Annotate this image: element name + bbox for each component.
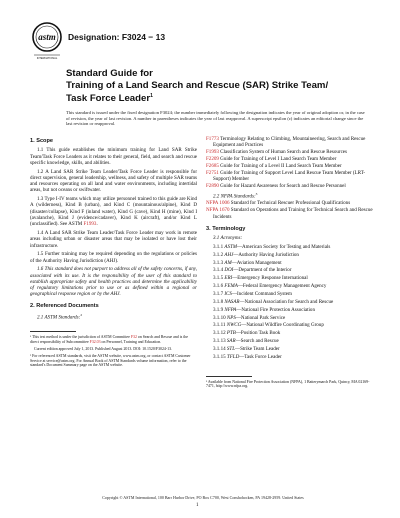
acronym-abbr: TFLD xyxy=(226,353,240,360)
nfpa-ref-title: Standard on Operations and Training for Technical Search and Rescue Incidents xyxy=(213,207,373,220)
acronym-number: 3.1.7 xyxy=(213,290,225,297)
para-1-5: 1.5 Further training may be required depending on the regulations or policies of the Authority Having Jurisdiction (AHJ). xyxy=(30,251,197,264)
para-2-2: 2.2 NFPA Standards:$^3$ xyxy=(213,191,258,200)
acronym-abbr: DOI xyxy=(224,267,234,274)
para-1-1: 1.1 This guide establishes the minimum training for Land SAR Strike Team/Task Force Leaders as it relates to their general, field, and search and rescue specific knowledge, skills, and abilities. xyxy=(30,147,197,166)
acronym-number: 3.1.6 xyxy=(213,283,225,290)
acronym-definition: —National Association for Search and Rescue xyxy=(239,298,334,305)
ref-link-f1993[interactable]: F1993 xyxy=(83,221,97,228)
astm-ref-code-link[interactable]: F2890 xyxy=(206,182,219,189)
designation-note: This standard is issued under the fixed designation F3024; the number immediately following the designation indicates the year of original adoption or, in the case of revision, the year of last revision. A number in parentheses indicates the year of last reapproval. A superscript epsilon (ε) indicates an editorial change since the last revision or reapproval. xyxy=(66,110,365,127)
astm-ref-code-link[interactable]: F1773 xyxy=(206,136,219,142)
acronym-number: 3.1.13 xyxy=(213,338,227,345)
nfpa-ref-code-link[interactable]: NFPA 1006 xyxy=(206,200,230,207)
acronym-item xyxy=(206,291,374,297)
para-3-1: 3.1 Acronyms: xyxy=(213,235,243,242)
acronym-abbr: AM xyxy=(224,259,232,266)
acronym-abbr: STL xyxy=(226,345,236,352)
astm-ref-title: Guide for Hazard Awareness for Search and Rescue Personnel xyxy=(218,182,346,189)
svg-text:astm: astm xyxy=(38,32,56,42)
astm-ref-title: Classification System of Human Search and Rescue Resources xyxy=(218,149,348,156)
acronym-definition: —Authority Having Jurisdiction xyxy=(233,251,299,258)
acronym-definition: —American Society for Testing and Materials xyxy=(236,243,331,250)
ref-link-f32[interactable]: F32 xyxy=(130,335,137,340)
terminology-heading: 3. Terminology xyxy=(206,225,246,232)
acronym-abbr: NPS xyxy=(226,314,236,321)
acronym-abbr: ICS xyxy=(224,290,232,297)
acronym-definition: —Strike Team Leader xyxy=(235,345,280,352)
astm-ref-item xyxy=(206,156,374,162)
acronym-number: 3.1.4 xyxy=(213,267,225,274)
right-column xyxy=(206,136,374,391)
astm-ref-code-link[interactable]: F2209 xyxy=(206,155,219,162)
acronym-item xyxy=(206,354,374,360)
acronym-item xyxy=(206,283,374,289)
designation: Designation: F3024 − 13 xyxy=(68,32,166,42)
astm-ref-item xyxy=(206,163,374,169)
acronym-definition: —Emergency Response International xyxy=(232,275,308,282)
copyright-notice: Copyright © ASTM International, 100 Barr Harbor Drive, PO Box C700, West Conshohocken, PA 19428-2959. United States xyxy=(102,495,304,500)
acronym-abbr: ASTM xyxy=(224,243,237,250)
acronym-item xyxy=(206,299,374,305)
para-1-6: 1.6 This standard does not purport to address all of the safety concerns, if any, associated with its use. It is the responsibility of the user of this standard to establish appropriate safety and health practices and determine the applicability of regulatory limitations prior to use or as defined within a regional or geographical response region or by the AHJ. xyxy=(30,266,197,298)
acronym-definition: —Department of the Interior xyxy=(233,267,292,274)
acronym-definition: —National Wildfire Coordinating Group xyxy=(241,322,324,329)
para-1-2: 1.2 A Land SAR Strike Team Leader/Task Force Leader is responsible for direct supervision, general leadership, wellness, and safety of multiple SAR teams and resources operating on all land and water environments, including intertidal areas, but not oceans or swiftwater. xyxy=(30,168,197,194)
astm-ref-item xyxy=(206,149,374,155)
acronym-number: 3.1.15 xyxy=(213,353,227,360)
page-number: 1 xyxy=(196,503,199,508)
footnote-1-edition: Current edition approved July 1, 2013. Published August 2013. DOI: 10.1520/F3024-13. xyxy=(34,347,173,352)
acronym-number: 3.1.9 xyxy=(213,306,225,313)
footnote-divider xyxy=(30,331,76,332)
acronym-item xyxy=(206,330,374,336)
acronym-abbr: AHJ xyxy=(224,251,234,258)
acronym-number: 3.1.12 xyxy=(213,330,227,337)
acronym-abbr: ERI xyxy=(224,275,233,282)
footnote-divider-right xyxy=(206,376,252,377)
acronym-item xyxy=(206,275,374,281)
acronym-number: 3.1.11 xyxy=(213,322,227,329)
referenced-docs-heading: 2. Referenced Documents xyxy=(30,302,99,309)
nfpa-ref-item xyxy=(206,207,374,220)
astm-ref-code-link[interactable]: F1993 xyxy=(206,149,219,156)
acronym-abbr: NASAR xyxy=(224,298,240,305)
acronym-definition: —National Park Service xyxy=(235,314,286,321)
title-line-2: Training of a Land Search and Rescue (SAR) Strike Team/ xyxy=(66,79,329,91)
footnote-2: ² For referenced ASTM standards, visit the ASTM website, www.astm.org, or contact ASTM Customer Service at service@astm.org. For Annual Book of ASTM Standards volume information, refer to the standard's Document Summary page on the ASTM website. xyxy=(30,353,191,368)
acronym-item xyxy=(206,244,374,250)
title-line-3: Task Force Leader$^1$ xyxy=(66,93,153,105)
acronym-number: 3.1.10 xyxy=(213,314,227,321)
document-title xyxy=(66,68,386,105)
astm-ref-title: Guide for Training of Support Level Land Rescue Team Member (LRT-Support) Member xyxy=(213,169,366,182)
acronym-item xyxy=(206,260,374,266)
nfpa-reference-list xyxy=(206,200,374,219)
acronym-definition: —Position Task Book xyxy=(235,330,281,337)
acronym-definition: —Incident Command System xyxy=(231,290,292,297)
acronym-abbr: NFPA xyxy=(224,306,237,313)
astm-ref-item xyxy=(206,183,374,189)
acronym-abbr: NWCG xyxy=(226,322,242,329)
ref-link-f32-03[interactable]: F32.03 xyxy=(89,340,101,345)
astm-reference-list xyxy=(206,136,374,189)
acronym-item xyxy=(206,346,374,352)
astm-logo xyxy=(30,21,64,61)
astm-ref-item xyxy=(206,136,374,149)
acronym-item xyxy=(206,315,374,321)
nfpa-ref-title: Standard for Technical Rescuer Professional Qualifications xyxy=(229,200,351,207)
acronym-abbr: SAR xyxy=(226,338,236,345)
acronym-abbr: PTB xyxy=(226,330,236,337)
para-2-1: 2.1 ASTM Standards:$^2$ xyxy=(37,312,83,321)
acronym-definition: —Task Force Leader xyxy=(239,353,282,360)
acronym-abbr: FEMA xyxy=(224,283,238,290)
astm-ref-code-link[interactable]: F2751 xyxy=(206,169,219,176)
title-line-1: Standard Guide for xyxy=(66,68,153,79)
left-column xyxy=(30,138,197,370)
svg-text:INTERNATIONAL: INTERNATIONAL xyxy=(36,57,58,60)
acronym-number: 3.1.8 xyxy=(213,298,225,305)
acronym-definition: —National Fire Protection Association xyxy=(236,306,315,313)
acronym-number: 3.1.5 xyxy=(213,275,225,282)
acronym-number: 3.1.14 xyxy=(213,345,227,352)
acronym-number: 3.1.1 xyxy=(213,243,225,250)
acronym-item xyxy=(206,267,374,273)
astm-ref-title: Guide for Training of a Level II Land Search Team Member xyxy=(218,162,342,169)
footnote-1: ¹ This test method is under the jurisdiction of ASTM Committee F32 on Search and Rescue and is the direct responsibility of Subcommittee F32.03 on Personnel, Training and Education. xyxy=(30,335,189,345)
para-1-4: 1.4 A Land SAR Strike Team Leader/Task Force Leader may work in remote areas including urban or disaster areas that may be isolated or have lost their infrastructure. xyxy=(30,230,197,249)
acronym-item xyxy=(206,322,374,328)
acronym-list xyxy=(206,244,374,360)
astm-ref-title: Terminology Relating to Climbing, Mountaineering, Search and Rescue Equipment and Practices xyxy=(213,136,366,149)
astm-ref-code-link[interactable]: F2685 xyxy=(206,162,219,169)
acronym-item xyxy=(206,338,374,344)
acronym-definition: —Aviation Management xyxy=(231,259,282,266)
astm-ref-title: Guide for Training of Level I Land Search Team Member xyxy=(218,155,337,162)
nfpa-ref-code-link[interactable]: NFPA 1670 xyxy=(206,207,230,214)
acronym-number: 3.1.2 xyxy=(213,251,225,258)
para-1-3: 1.3 Type I-IV teams which may utilize personnel trained to this guide are Kind A (wilderness), Kind B (urban), and Kind C (mountainous/alpine), Kind D (disaster/collapse), Kind F (inland water), Kind G (cave), Kind H (mine), Kind I (avalanche), Kind J (evidence/cadaver), Kind K (aircraft), and/or Kind L (unclassified). See ASTM F1993. xyxy=(30,196,197,228)
footnote-3: ³ Available from National Fire Protection Association (NFPA), 1 Batterymarch Park, Quincy, MA 02169-7471, http://www.nfpa.org. xyxy=(206,379,370,389)
astm-ref-item xyxy=(206,170,374,183)
acronym-item xyxy=(206,252,374,258)
acronym-number: 3.1.3 xyxy=(213,259,225,266)
nfpa-ref-item xyxy=(206,200,374,206)
scope-heading: 1. Scope xyxy=(30,138,54,144)
acronym-definition: —Search and Rescue xyxy=(235,338,279,345)
acronym-definition: —Federal Emergency Management Agency xyxy=(237,283,327,290)
acronym-item xyxy=(206,307,374,313)
